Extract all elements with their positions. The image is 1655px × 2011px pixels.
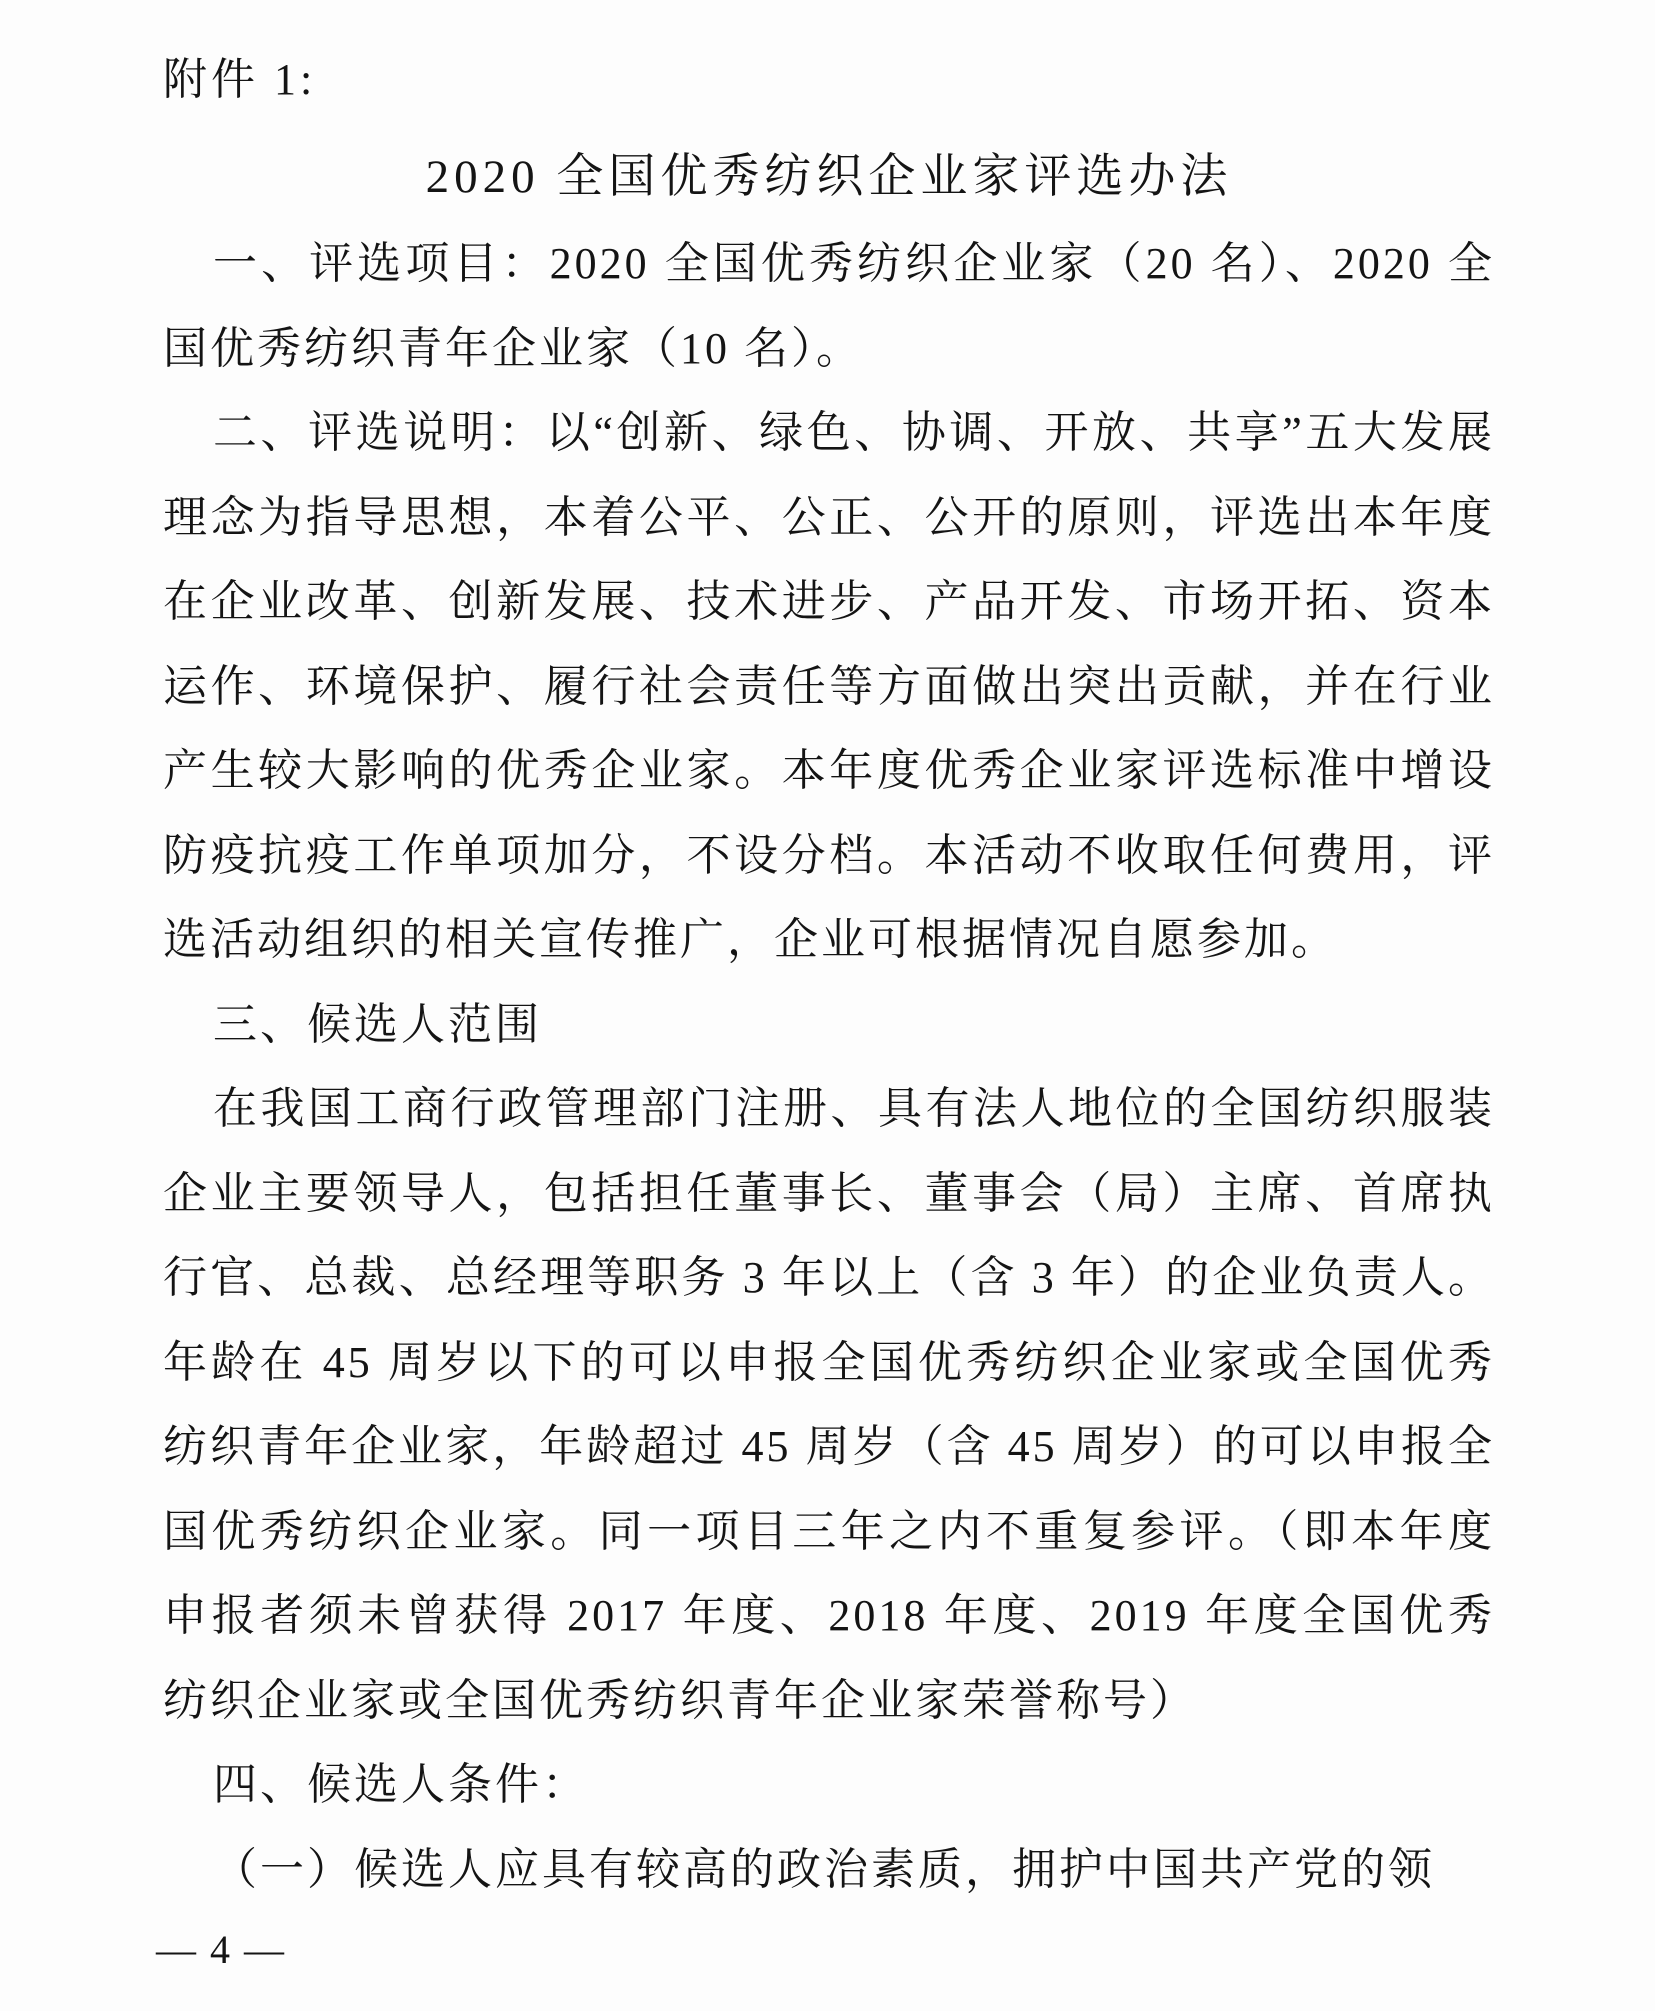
attachment-label: 附件 1: (163, 55, 317, 104)
document-title: 2020 全国优秀纺织企业家评选办法 (425, 151, 1233, 203)
paragraph-selection-items: 一、评选项目：2020 全国优秀纺织企业家（20 名）、2020 全国优秀纺织青年企业家（10 名）。 (163, 239, 1495, 373)
paragraph-candidate-requirement-1: （一）候选人应具有较高的政治素质，拥护中国共产党的领 (213, 1844, 1435, 1894)
paragraph-candidate-scope: 在我国工商行政管理部门注册、具有法人地位的全国纺织服装企业主要领导人，包括担任董事长、董事会（局）主席、首席执行官、总裁、总经理等职务 3 年以上（含 3 年）的企业负责人。年龄在 45 周岁以下的可以申报全国优秀纺织企业家或全国优秀纺织青年企业家，年龄超过 45 周岁（含 45 周岁）的可以申报全国优秀纺织企业家。同一项目三年之内不重复参评。（即本年度申报者须未曾获得 2017 年度、2018 年度、2019 年度全国优秀纺织企业家或全国优秀纺织青年企业家荣誉称号） (163, 1084, 1495, 1725)
paragraph-selection-description: 二、评选说明：以“创新、绿色、协调、开放、共享”五大发展理念为指导思想，本着公平、公正、公开的原则，评选出本年度在企业改革、创新发展、技术进步、产品开发、市场开拓、资本运作、环境保护、履行社会责任等方面做出突出贡献，并在行业产生较大影响的优秀企业家。本年度优秀企业家评选标准中增设防疫抗疫工作单项加分，不设分档。本活动不收取任何费用，评选活动组织的相关宣传推广，企业可根据情况自愿参加。 (163, 408, 1495, 964)
heading-candidate-requirements: 四、候选人条件： (213, 1760, 589, 1809)
heading-candidate-scope: 三、候选人范围 (213, 999, 542, 1049)
page-number: — 4 — (156, 1927, 286, 1972)
